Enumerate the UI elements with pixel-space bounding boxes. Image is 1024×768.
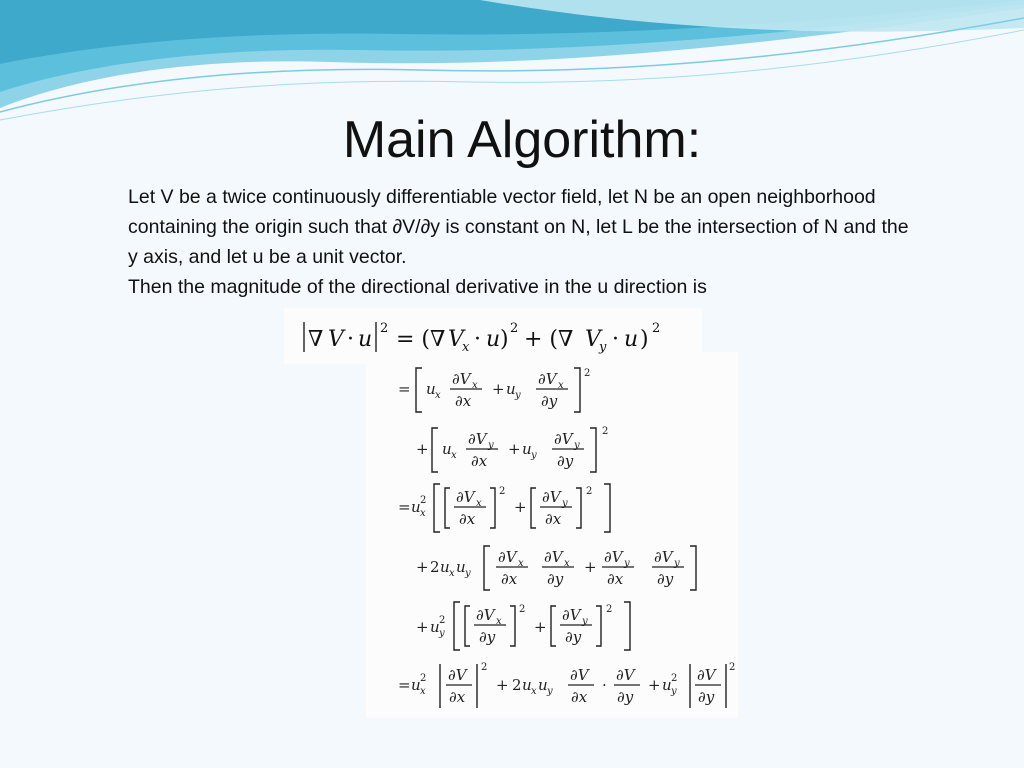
- svg-text:u: u: [411, 498, 421, 516]
- svg-text:u: u: [538, 676, 548, 694]
- svg-text:x: x: [420, 508, 426, 519]
- svg-text:∂y: ∂y: [657, 570, 674, 588]
- svg-text:2: 2: [499, 486, 506, 497]
- svg-text:V: V: [448, 327, 464, 352]
- svg-text:∂x: ∂x: [607, 570, 624, 588]
- svg-text:∂y: ∂y: [617, 688, 634, 706]
- svg-text:u: u: [440, 558, 450, 576]
- svg-text:∂V: ∂V: [468, 430, 487, 448]
- svg-text:y: y: [465, 568, 471, 579]
- svg-text:u: u: [442, 440, 452, 458]
- svg-text:x: x: [472, 380, 478, 391]
- svg-text:u: u: [506, 380, 516, 398]
- svg-text:=: =: [398, 498, 411, 516]
- svg-text:u: u: [358, 327, 373, 352]
- paragraph-directional-derivative: Then the magnitude of the directional derivative in the u direction is: [128, 276, 707, 298]
- svg-text:·: ·: [612, 327, 619, 352]
- svg-text:∂V: ∂V: [616, 666, 635, 684]
- equation-step-2: [416, 426, 608, 472]
- svg-text:y: y: [562, 498, 568, 509]
- svg-text:∂V: ∂V: [448, 666, 467, 684]
- svg-text:2: 2: [652, 321, 661, 336]
- svg-text:∂x: ∂x: [471, 452, 488, 470]
- svg-text:y: y: [599, 340, 607, 355]
- svg-text:∂V: ∂V: [498, 548, 517, 566]
- svg-text:x: x: [435, 390, 441, 401]
- svg-text:y: y: [531, 450, 537, 461]
- svg-text:y: y: [582, 616, 588, 627]
- svg-text:): ): [640, 327, 649, 352]
- svg-text:u: u: [411, 676, 421, 694]
- svg-text:2: 2: [519, 604, 526, 615]
- svg-text:∂y: ∂y: [479, 628, 496, 646]
- svg-text:x: x: [564, 558, 570, 569]
- svg-text:+: +: [416, 618, 429, 636]
- svg-text:x: x: [449, 568, 455, 579]
- svg-text:∇: ∇: [308, 327, 324, 352]
- svg-text:2: 2: [671, 673, 678, 684]
- svg-text:u: u: [522, 440, 532, 458]
- svg-text:∂y: ∂y: [541, 392, 558, 410]
- svg-text:2: 2: [606, 604, 613, 615]
- svg-text:∂V: ∂V: [538, 370, 557, 388]
- svg-text:y: y: [439, 628, 445, 639]
- svg-text:·: ·: [602, 676, 607, 694]
- svg-text:y: y: [515, 390, 521, 401]
- svg-text:): ): [500, 327, 509, 352]
- svg-text:∂x: ∂x: [459, 510, 476, 528]
- svg-text:·: ·: [347, 327, 354, 352]
- svg-text:2: 2: [481, 662, 488, 673]
- equation-step-6: [398, 662, 735, 708]
- svg-text:2: 2: [602, 426, 609, 437]
- svg-text:2: 2: [729, 662, 736, 673]
- svg-text:+: +: [514, 498, 527, 516]
- svg-text:x: x: [518, 558, 524, 569]
- svg-text:u: u: [426, 380, 436, 398]
- svg-text:∂V: ∂V: [544, 548, 563, 566]
- svg-text:=: =: [398, 676, 411, 694]
- svg-text:∂x: ∂x: [449, 688, 466, 706]
- svg-text:+: +: [648, 676, 661, 694]
- svg-text:2: 2: [584, 368, 591, 379]
- svg-text:y: y: [574, 440, 580, 451]
- svg-text:2: 2: [512, 676, 522, 694]
- svg-text:x: x: [496, 616, 502, 627]
- svg-text:=: =: [398, 380, 411, 398]
- svg-text:+: +: [584, 558, 597, 576]
- svg-text:x: x: [462, 340, 470, 355]
- svg-text:∂V: ∂V: [654, 548, 673, 566]
- svg-text:V: V: [328, 327, 344, 352]
- svg-text:∂V: ∂V: [604, 548, 623, 566]
- svg-text:+: +: [508, 440, 521, 458]
- svg-text:+: +: [534, 618, 547, 636]
- svg-text:∂x: ∂x: [455, 392, 472, 410]
- svg-text:∂V: ∂V: [697, 666, 716, 684]
- equation-step-1: [398, 368, 590, 412]
- svg-text:u: u: [456, 558, 466, 576]
- svg-text:x: x: [558, 380, 564, 391]
- equation-line-lhs: [304, 321, 660, 355]
- equation-step-3: [398, 484, 610, 532]
- svg-text:x: x: [420, 686, 426, 697]
- svg-text:y: y: [624, 558, 630, 569]
- svg-text:∂V: ∂V: [456, 488, 475, 506]
- svg-text:x: x: [451, 450, 457, 461]
- svg-text:= (∇: = (∇: [396, 327, 446, 352]
- svg-text:u: u: [430, 618, 440, 636]
- svg-text:∂y: ∂y: [565, 628, 582, 646]
- svg-text:2: 2: [430, 558, 440, 576]
- svg-text:∂V: ∂V: [542, 488, 561, 506]
- equation-step-4: [416, 546, 696, 590]
- svg-text:∂V: ∂V: [452, 370, 471, 388]
- svg-text:∂V: ∂V: [554, 430, 573, 448]
- svg-text:∂x: ∂x: [501, 570, 518, 588]
- svg-text:∂y: ∂y: [698, 688, 715, 706]
- svg-text:y: y: [674, 558, 680, 569]
- svg-text:2: 2: [510, 321, 519, 336]
- svg-text:y: y: [671, 686, 677, 697]
- svg-text:2: 2: [420, 673, 427, 684]
- svg-text:∂x: ∂x: [545, 510, 562, 528]
- svg-text:2: 2: [420, 495, 427, 506]
- svg-text:·: ·: [474, 327, 481, 352]
- svg-text:2: 2: [586, 486, 593, 497]
- svg-text:y: y: [547, 686, 553, 697]
- svg-text:+ (∇: + (∇: [524, 327, 574, 352]
- svg-text:u: u: [662, 676, 672, 694]
- svg-text:∂x: ∂x: [571, 688, 588, 706]
- svg-text:V: V: [585, 327, 601, 352]
- svg-text:u: u: [624, 327, 639, 352]
- svg-text:+: +: [496, 676, 509, 694]
- svg-text:∂V: ∂V: [476, 606, 495, 624]
- paragraph-definitions: Let V be a twice continuously differentiable vector field, let N be an open neighborhood containing the origin such that ∂V/∂y is constant on N, let L be the intersection of N and the y axis, and let u be a unit vector.: [128, 186, 909, 268]
- svg-text:+: +: [416, 558, 429, 576]
- slide-title: Main Algorithm:: [342, 111, 702, 169]
- svg-text:u: u: [522, 676, 532, 694]
- svg-text:+: +: [492, 380, 505, 398]
- svg-text:u: u: [486, 327, 501, 352]
- svg-text:∂V: ∂V: [570, 666, 589, 684]
- svg-text:∂y: ∂y: [557, 452, 574, 470]
- svg-text:x: x: [531, 686, 537, 697]
- svg-text:∂y: ∂y: [547, 570, 564, 588]
- svg-text:y: y: [488, 440, 494, 451]
- svg-text:+: +: [416, 440, 429, 458]
- svg-text:2: 2: [439, 615, 446, 626]
- equation-step-5: [416, 602, 630, 650]
- svg-text:2: 2: [380, 321, 389, 336]
- svg-text:∂V: ∂V: [562, 606, 581, 624]
- svg-text:x: x: [476, 498, 482, 509]
